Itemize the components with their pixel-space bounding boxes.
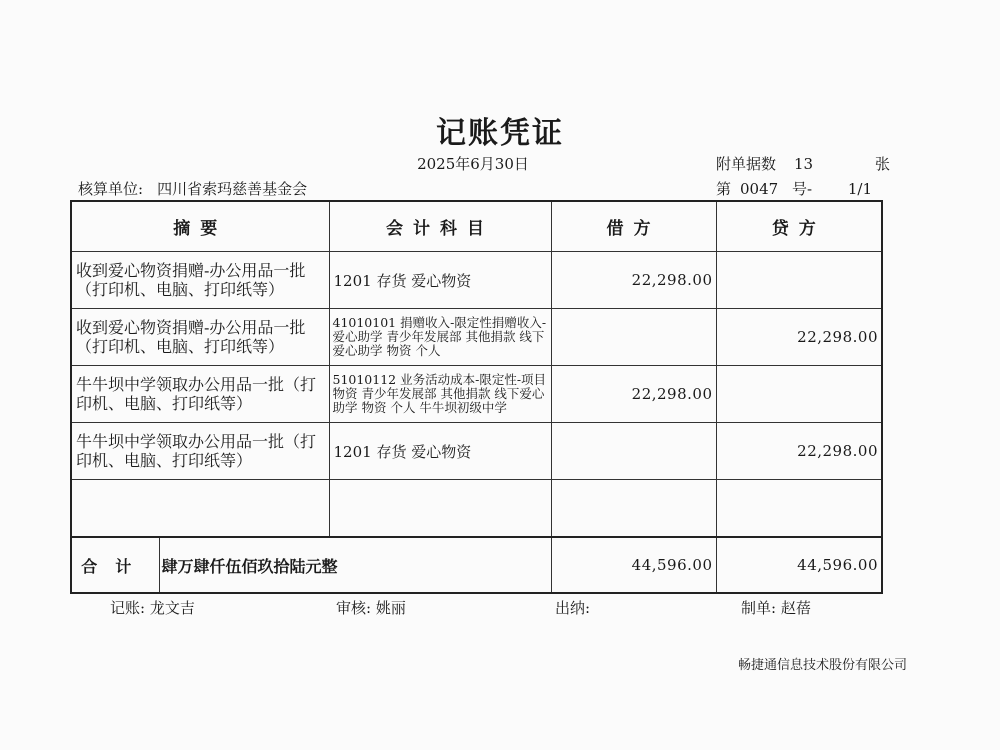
voucher-number xyxy=(716,178,872,199)
row-subject: 41010101 捐赠收入-限定性捐赠收入-爱心助学 青少年发展部 其他捐款 线下爱心助学 物资 个人 xyxy=(329,309,551,366)
row-debit xyxy=(551,423,716,480)
table-row xyxy=(71,309,882,366)
reviewer-name: 姚丽 xyxy=(375,599,406,617)
accounting-unit-name: 四川省索玛慈善基金会 xyxy=(157,180,308,198)
reviewer-label: 审核: xyxy=(336,599,372,617)
cashier-signature xyxy=(555,597,595,618)
header-debit: 借方 xyxy=(551,201,716,252)
row-subject: 1201 存货 爱心物资 xyxy=(329,252,551,309)
total-debit: 44,596.00 xyxy=(551,537,716,593)
row-subject: 51010112 业务活动成本-限定性-项目物资 青少年发展部 其他捐款 线下爱心助学 物资 个人 牛牛坝初级中学 xyxy=(329,366,551,423)
voucher-date: 2025年6月30日 xyxy=(417,155,529,173)
total-label: 合计 xyxy=(71,537,159,593)
row-credit xyxy=(716,252,882,309)
accounting-unit-label: 核算单位: xyxy=(78,180,144,198)
cashier-label: 出纳: xyxy=(555,599,591,617)
row-credit xyxy=(716,480,882,538)
bookkeeper-label: 记账: xyxy=(110,599,146,617)
header-summary: 摘要 xyxy=(71,201,329,252)
row-summary: 牛牛坝中学领取办公用品一批（打印机、电脑、打印纸等） xyxy=(71,366,329,423)
attachment-unit: 张 xyxy=(874,155,890,173)
voucher-title: 记账凭证 xyxy=(436,116,564,151)
row-summary xyxy=(71,480,329,538)
table-row xyxy=(71,366,882,423)
row-debit xyxy=(551,480,716,538)
row-summary: 牛牛坝中学领取办公用品一批（打印机、电脑、打印纸等） xyxy=(71,423,329,480)
total-row xyxy=(71,537,882,593)
header-credit: 贷方 xyxy=(716,201,882,252)
row-credit xyxy=(716,366,882,423)
row-debit xyxy=(551,309,716,366)
attachment-number: 13 xyxy=(794,155,814,173)
voucher-number-suffix: 号- xyxy=(792,180,813,198)
row-subject xyxy=(329,480,551,538)
preparer-name: 赵蓓 xyxy=(780,599,811,617)
accounting-unit xyxy=(78,178,307,199)
voucher-number-prefix: 第 xyxy=(716,180,732,198)
preparer-label: 制单: xyxy=(741,599,777,617)
row-credit: 22,298.00 xyxy=(716,309,882,366)
row-summary: 收到爱心物资捐赠-办公用品一批（打印机、电脑、打印纸等） xyxy=(71,252,329,309)
voucher-number-value: 0047 xyxy=(740,180,779,198)
table-row xyxy=(71,252,882,309)
preparer-signature xyxy=(741,597,811,618)
bookkeeper-signature xyxy=(110,597,195,618)
bookkeeper-name: 龙文吉 xyxy=(149,599,195,617)
row-summary: 收到爱心物资捐赠-办公用品一批（打印机、电脑、打印纸等） xyxy=(71,309,329,366)
attachment-count xyxy=(716,153,890,174)
voucher-page: 1/1 xyxy=(847,180,872,198)
table-row xyxy=(71,423,882,480)
row-subject: 1201 存货 爱心物资 xyxy=(329,423,551,480)
header-subject: 会计科目 xyxy=(329,201,551,252)
total-amount-in-words: 肆万肆仟伍佰玖拾陆元整 xyxy=(159,537,551,593)
total-credit: 44,596.00 xyxy=(716,537,882,593)
row-debit: 22,298.00 xyxy=(551,252,716,309)
software-vendor: 畅捷通信息技术股份有限公司 xyxy=(738,658,908,673)
row-debit: 22,298.00 xyxy=(551,366,716,423)
attachment-label: 附单据数 xyxy=(716,155,777,173)
voucher-table xyxy=(70,200,883,594)
table-header-row xyxy=(71,201,882,252)
row-credit: 22,298.00 xyxy=(716,423,882,480)
reviewer-signature xyxy=(336,597,406,618)
table-row-empty xyxy=(71,480,882,538)
